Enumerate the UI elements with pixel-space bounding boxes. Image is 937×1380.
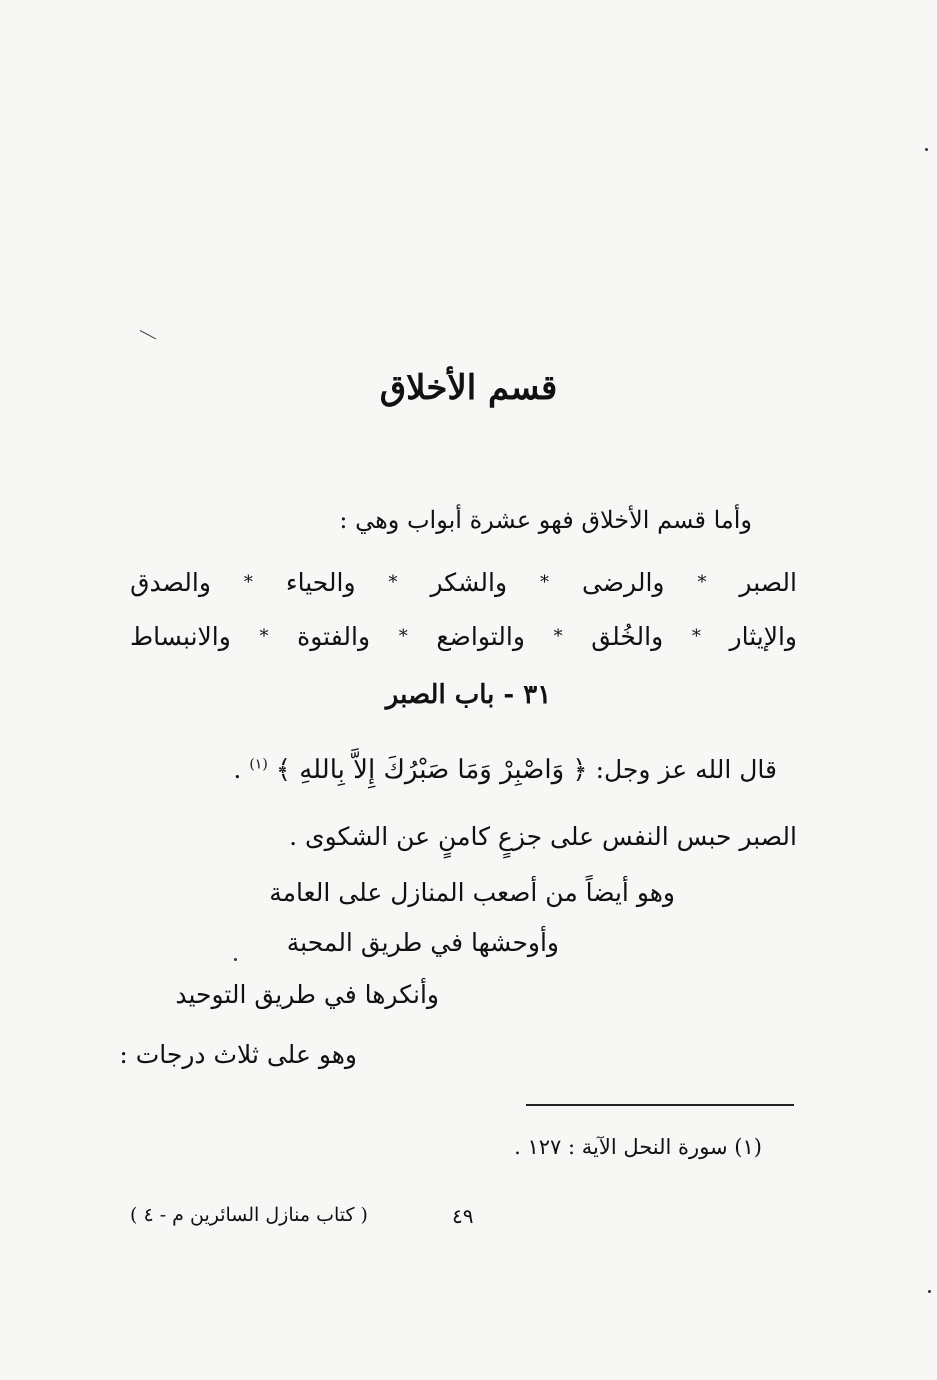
page-number: ٤٩ [452,1204,474,1228]
chapter-heading: ٣١ - باب الصبر [385,680,552,710]
virtues-row-2 [130,622,797,651]
star-separator: * [691,626,701,647]
virtue-item: والفتوة [297,622,371,651]
definition-line: الصبر حبس النفس على جزعٍ كامنٍ عن الشكوى . [289,822,797,851]
virtue-item: والحياء [285,568,356,597]
virtue-item: والشكر [430,568,508,597]
scan-dot [234,958,237,961]
virtue-item: والرضى [581,568,665,597]
quote-end: . [233,755,242,784]
section-title: قسم الأخلاق [379,368,558,408]
virtue-item: والإيثار [729,622,797,651]
virtue-item: والانبساط [130,622,231,651]
text-line: وهو أيضاً من أصعب المنازل على العامة [269,878,675,907]
text-line: وأنكرها في طريق التوحيد [175,980,439,1009]
footnote-divider [526,1104,794,1106]
text-line: وهو على ثلاث درجات : [119,1040,357,1069]
star-separator: * [388,572,398,593]
scan-dot [925,148,928,151]
quote-verse: ﴿ وَاصْبِرْ وَمَا صَبْرُكَ إِلاَّ بِاللهِ ﴾ [275,755,588,785]
virtue-item: الصبر [739,568,797,597]
footnote-reference: (١) [249,756,268,773]
star-separator: * [697,572,707,593]
star-separator: * [259,626,269,647]
quote-lead: قال الله عز وجل: [595,755,777,784]
text-line: وأوحشها في طريق المحبة [286,928,559,957]
star-separator: * [243,572,253,593]
virtue-item: والخُلق [591,622,664,651]
book-signature-label: ( كتاب منازل السائرين م - ٤ ) [130,1204,368,1226]
scan-streak [140,330,156,339]
footnote: (١) سورة النحل الآية : ١٢٧ . [514,1135,762,1159]
star-separator: * [398,626,408,647]
scan-dot [928,1290,931,1293]
intro-paragraph: وأما قسم الأخلاق فهو عشرة أبواب وهي : [339,506,752,534]
virtues-row-1 [130,568,797,597]
virtue-item: والصدق [130,568,211,597]
virtue-item: والتواضع [436,622,525,651]
star-separator: * [540,572,549,593]
quran-quote [233,755,777,785]
star-separator: * [553,626,563,647]
